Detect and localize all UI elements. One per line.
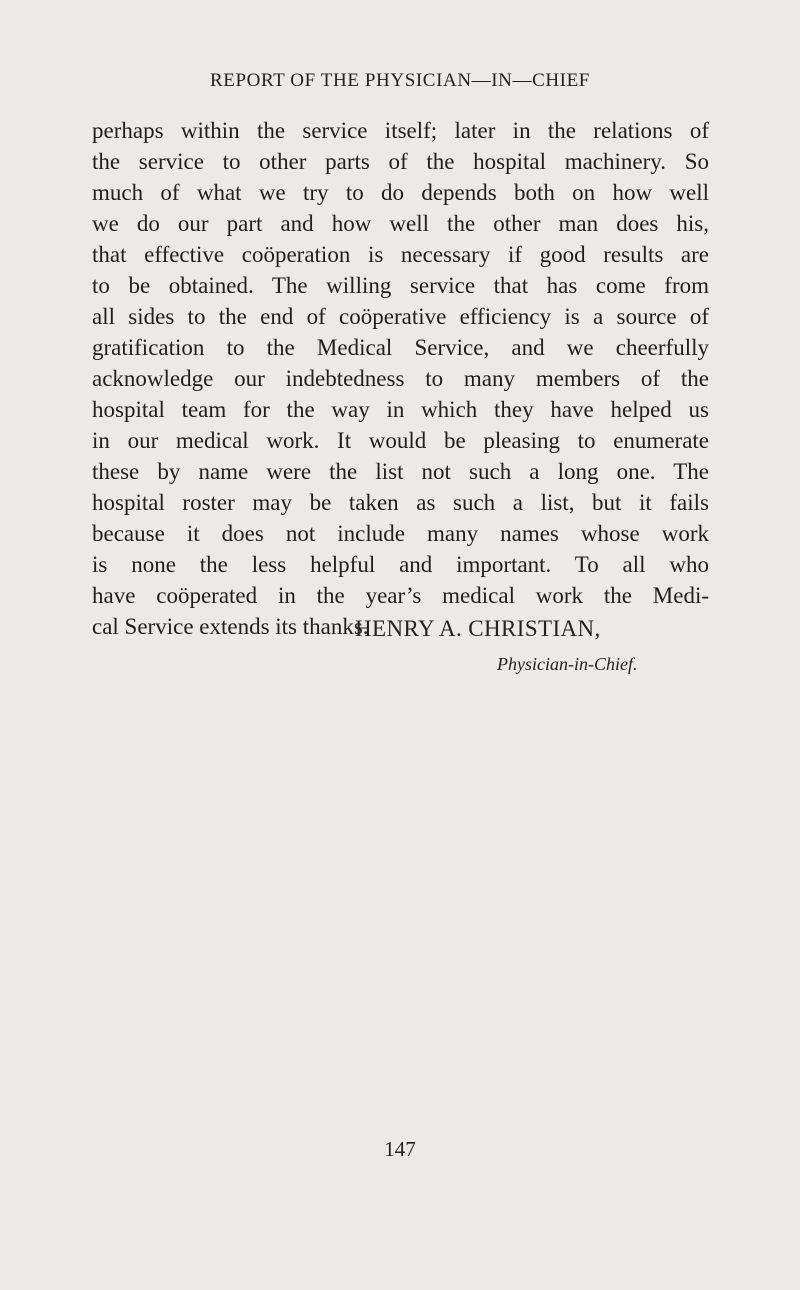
paragraph-line: gratification to the Medical Service, and we cheerfully	[92, 335, 709, 360]
paragraph-line: hospital roster may be taken as such a list, but it fails	[92, 490, 709, 515]
paragraph-line: to be obtained. The willing service that has come from	[92, 273, 709, 298]
paragraph-line: these by name were the list not such a long one. The	[92, 459, 709, 484]
paragraph-line: because it does not include many names whose work	[92, 521, 709, 546]
paragraph-line: hospital team for the way in which they have helped us	[92, 397, 709, 422]
running-header: REPORT OF THE PHYSICIAN—IN—CHIEF	[210, 70, 590, 91]
paragraph-line: the service to other parts of the hospital machinery. So	[92, 149, 709, 174]
body-paragraph	[92, 115, 709, 642]
signature-title: Physician-in-Chief.	[497, 654, 638, 674]
paragraph-line: cal Service extends its thanks.	[92, 614, 369, 639]
paragraph-line: we do our part and how well the other man does his,	[92, 211, 709, 236]
paragraph-line: much of what we try to do depends both on how well	[92, 180, 709, 205]
page-number: 147	[384, 1137, 416, 1161]
paragraph-line: perhaps within the service itself; later in the relations of	[92, 118, 709, 143]
paragraph-line: all sides to the end of coöperative efficiency is a source of	[92, 304, 709, 329]
paragraph-line: in our medical work. It would be pleasing to enumerate	[92, 428, 709, 453]
signature-name: HENRY A. CHRISTIAN,	[355, 616, 601, 641]
paragraph-line: that effective coöperation is necessary if good results are	[92, 242, 709, 267]
paragraph-line: have coöperated in the year’s medical work the Medi-	[92, 583, 709, 608]
paragraph-line: acknowledge our indebtedness to many members of the	[92, 366, 709, 391]
paragraph-line: is none the less helpful and important. To all who	[92, 552, 709, 577]
